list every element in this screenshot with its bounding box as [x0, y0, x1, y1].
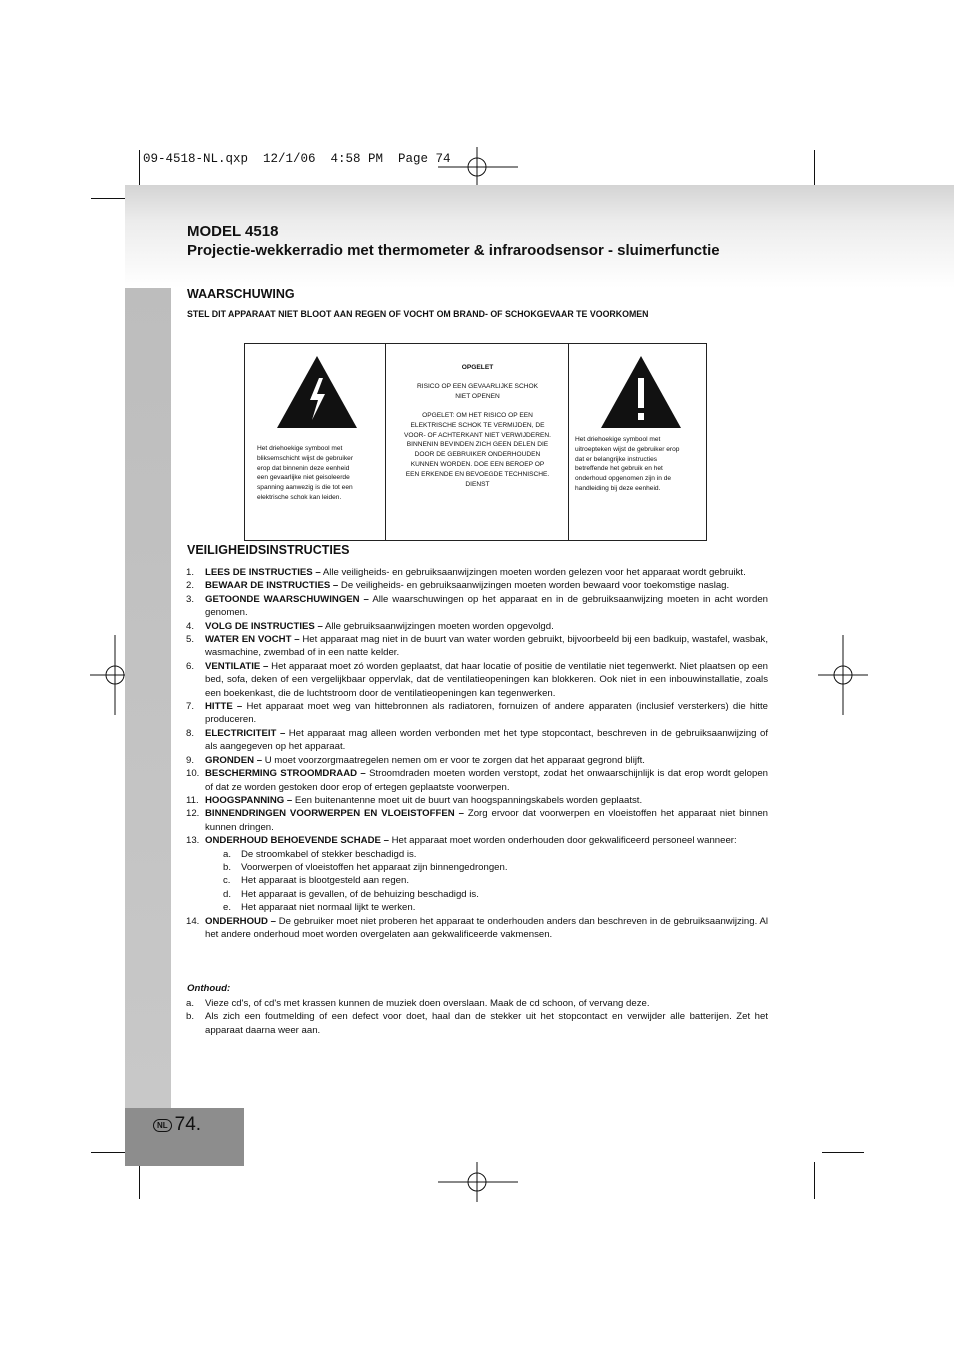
list-item: 4. VOLG DE INSTRUCTIES – Alle gebruiksaanwijzingen moeten worden opgevolgd. — [186, 620, 554, 632]
list-item: 10. BESCHERMING STROOMDRAAD – Stroomdraden moeten worden verstopt, zodat het onwaarschijnlijk is dat erop wordt gelopen of dat ze worden gestoken door erop of ertegen geplaatste voorwerpen. — [186, 768, 768, 793]
list-item: 7. HITTE – Het apparaat moet weg van hittebronnen als radiatoren, fornuizen of andere apparaten (inclusief versterkers) die hitte produceren. — [186, 701, 769, 726]
warning-symbols-table — [244, 343, 707, 541]
list-item: 11. HOOGSPANNING – Een buitenantenne moet uit de buurt van hoogspanningskabels worden geplaatst. — [186, 794, 643, 806]
list-item: 8. ELECTRICITEIT – Het apparaat mag alleen worden verbonden met het type stopcontact, beschreven in de gebruiksaanwijzing of als aangegeven op het apparaat. — [186, 727, 768, 753]
list-item: 5. WATER EN VOCHT – Het apparaat mag niet in de buurt van water worden gebruikt, bijvoorbeeld bij een badkuip, wastafel, wasbak, wasmachine, zwembad of in een natte kelder. — [186, 634, 768, 659]
warning-text: STEL DIT APPARAAT NIET BLOOT AAN REGEN OF VOCHT OM BRAND- OF SCHOKGEVAAR TE VOORKOMEN — [187, 309, 649, 319]
damage-conditions-list — [205, 848, 768, 915]
registration-mark-top — [438, 147, 518, 187]
list-item: a. De stroomkabel of stekker beschadigd is. — [223, 848, 417, 860]
list-item: 6. VENTILATIE – Het apparaat moet zó worden geplaatst, dat haar locatie of positie de ventilatie niet tegenwerkt. Niet plaatsen op een bed, sofa, deken of een vergelijkbaar oppervlak, dat de ventilatieopeningen kan blokkeren. Ook niet in een inbouwinstallatie, zoals een boekenkast, die de luchtstroom door de ventilatieopeningen kan tegenwerken. — [186, 660, 768, 699]
lightning-description: Het driehoekige symbool met bliksemschicht wijst de gebruiker erop dat binnenin deze eenheid een gevaarlijke niet geisoleerde spanning aanwezig is die tot een elektrische schok kan leiden. — [257, 445, 354, 501]
exclamation-warning-icon — [601, 356, 681, 428]
safety-instructions-list — [186, 566, 768, 941]
model-title: MODEL 4518 — [187, 223, 279, 240]
list-item: 9. GRONDEN – U moet voorzorgmaatregelen nemen om er voor te zorgen dat het apparaat gegrond blijft. — [186, 754, 645, 766]
exclamation-cell — [569, 344, 706, 540]
list-item: d. Het apparaat is gevallen, of de behuizing beschadigd is. — [223, 888, 479, 900]
caution-cell — [386, 344, 569, 540]
language-badge: NL — [153, 1119, 172, 1132]
list-item: b. Als zich een foutmelding of een defect voor doet, haal dan de stekker uit het stopcontact en verwijder alle batterijen. Zet het apparaat daarna weer aan. — [186, 1011, 768, 1036]
page-number — [153, 1114, 201, 1136]
list-item: e. Het apparaat niet normaal lijkt te werken. — [223, 902, 416, 914]
list-item: 3. GETOONDE WAARSCHUWINGEN – Alle waarschuwingen op het apparaat en in de gebruiksaanwijzing moeten in acht worden genomen. — [186, 593, 768, 619]
exclamation-description: Het driehoekige symbool met uitroepteken wijst de gebruiker erop dat er belangrijke instructies betreffende het gebruik en het onderhoud opgenomen zijn in de handleiding bij deze eenheid. — [575, 436, 680, 492]
list-item: 14. ONDERHOUD – De gebruiker moet niet proberen het apparaat te onderhouden anders dan beschreven in de gebruiksaanwijzing. Al het andere onderhoud moet worden overgelaten aan gekwalificeerde vakmensen. — [186, 915, 768, 940]
safety-heading: VEILIGHEIDSINSTRUCTIES — [187, 543, 350, 557]
onthoud-list — [186, 997, 768, 1037]
list-item: 2. BEWAAR DE INSTRUCTIES – De veiligheids- en gebruiksaanwijzingen moeten worden bewaard voor toekomstige naslag. — [186, 580, 730, 592]
list-item: c. Het apparaat is blootgesteld aan regen. — [223, 875, 410, 887]
list-item: b. Voorwerpen of vloeistoffen het apparaat zijn binnengedrongen. — [223, 861, 508, 873]
list-item: 13. ONDERHOUD BEHOEVENDE SCHADE – Het apparaat moet worden onderhouden door gekwalificeerd personeel wanneer: a. De stroomkabel of stekker beschadigd is. b. Voorwerpen of vloeistoffen het apparaat zijn binnengedrongen. c. Het apparaat is blootgesteld aan regen. d. Het apparaat is gevallen, of de behuizing beschadigd is. e. Het apparaat niet normaal lijkt te werken. — [186, 834, 768, 914]
lightning-warning-icon — [277, 356, 357, 428]
registration-mark-bottom — [438, 1162, 518, 1202]
lightning-cell — [245, 344, 386, 540]
page-number-text: 74. — [174, 1114, 202, 1135]
warning-heading: WAARSCHUWING — [187, 287, 295, 301]
product-subtitle: Projectie-wekkerradio met thermometer & infraroodsensor - sluimerfunctie — [187, 242, 720, 259]
list-item: 1. LEES DE INSTRUCTIES – Alle veiligheids- en gebruiksaanwijzingen moeten worden gelezen voor het apparaat wordt gebruikt. — [186, 567, 746, 578]
caution-title: OPGELET — [461, 364, 494, 371]
print-slug: 09-4518-NL.qxp 12/1/06 4:58 PM Page 74 — [143, 152, 451, 166]
shock-risk-text: RISICO OP EEN GEVAARLIJKE SCHOK NIET OPENEN — [416, 383, 539, 400]
registration-mark-right — [818, 635, 868, 715]
list-item: a. Vieze cd's, of cd's met krassen kunnen de muziek doen overslaan. Maak de cd schoon, of vervang deze. — [186, 998, 650, 1009]
side-bar — [125, 288, 171, 1108]
onthoud-heading: Onthoud: — [187, 983, 231, 994]
caution-description: OPGELET: OM HET RISICO OP EEN ELEKTRISCHE SCHOK TE VERMIJDEN, DE VOOR- OF ACHTERKANT NIET VERWIJDEREN. BINNENIN BEVINDEN ZICH GEEN DELEN DIE DOOR DE GEBRUIKER ONDERHOUDEN KUNNEN WORDEN. DOE EEN BEROEP OP EEN ERKENDE EN BEVOEGDE TECHNISCHE. DIENST — [404, 412, 551, 488]
list-item: 12. BINNENDRINGEN VOORWERPEN EN VLOEISTOFFEN – Zorg ervoor dat voorwerpen en vloeistoffen het apparaat niet binnen kunnen dringen. — [186, 808, 768, 833]
